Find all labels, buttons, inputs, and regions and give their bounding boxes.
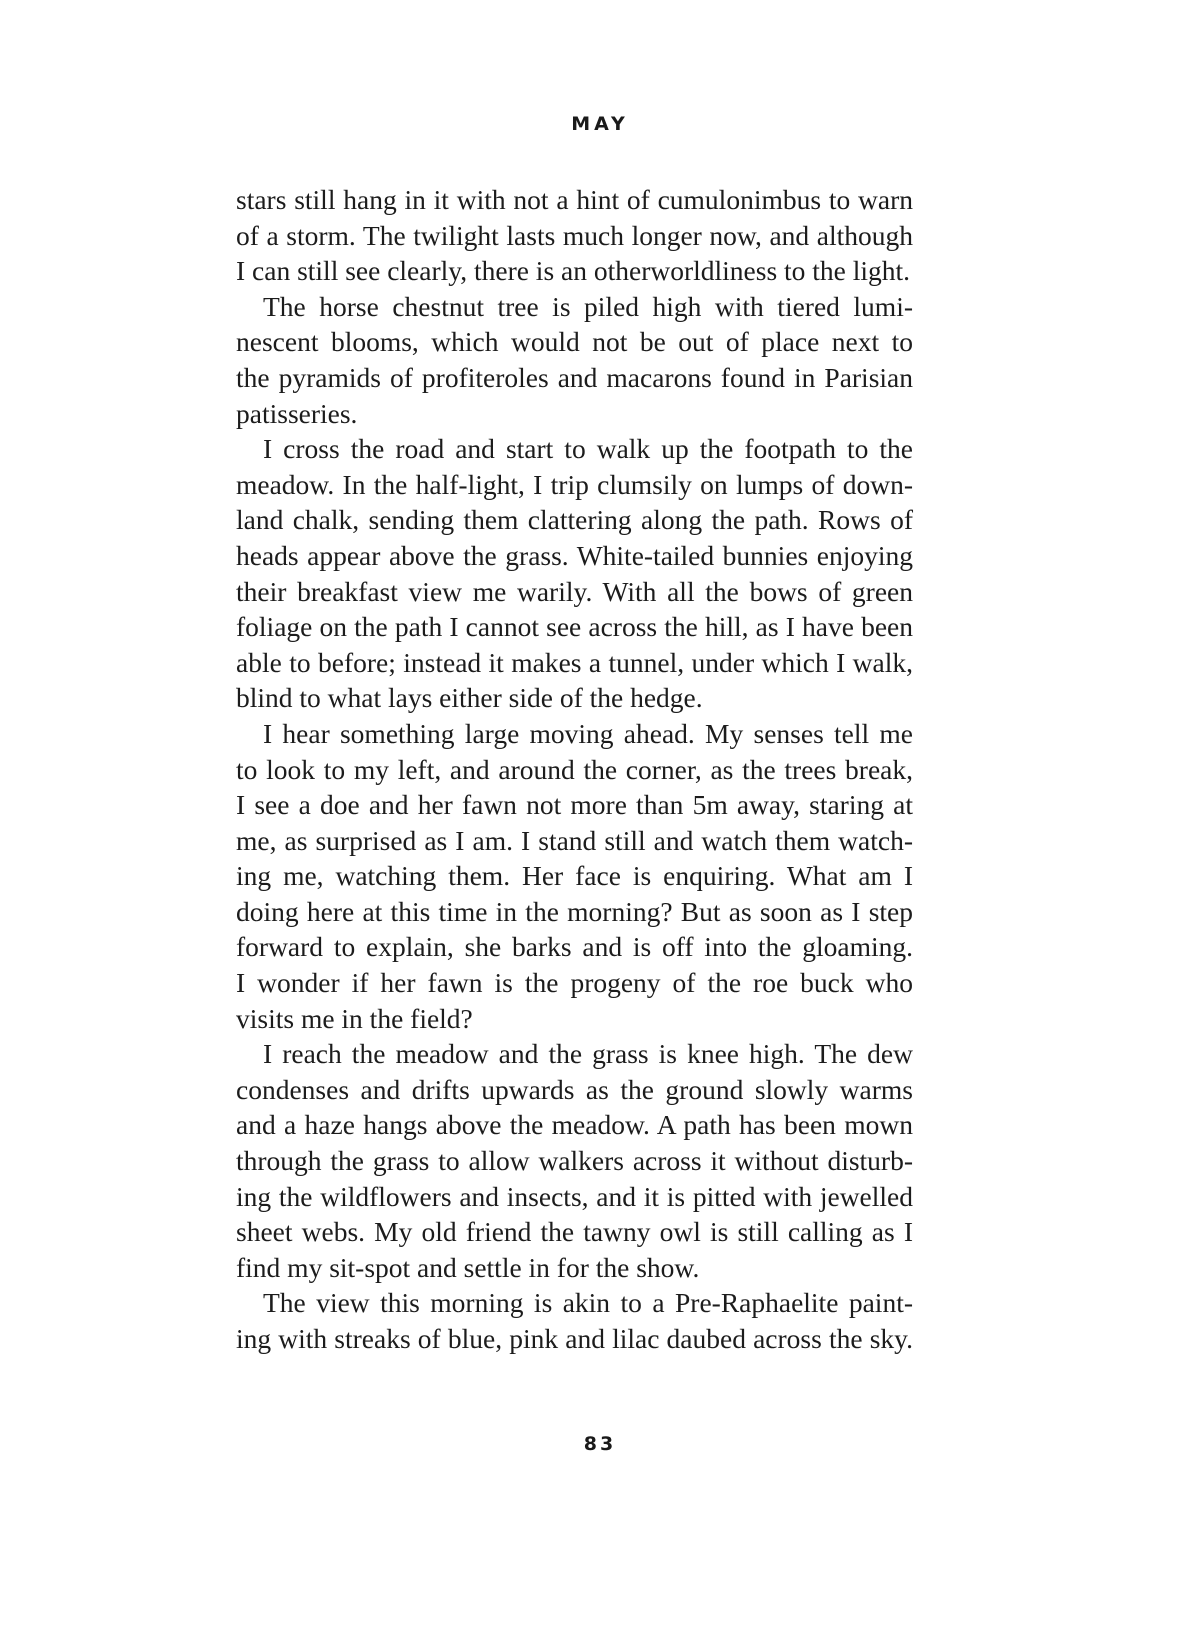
paragraph <box>236 1285 913 1356</box>
text-line: patisseries. <box>236 397 358 429</box>
text-line: I wonder if her fawn is the progeny of the roe buck who <box>236 967 913 999</box>
text-line: I see a doe and her fawn not more than 5m away, staring at <box>236 789 913 821</box>
paragraph <box>236 182 913 289</box>
text-line: their breakfast view me warily. With all the bows of green <box>236 575 913 607</box>
page-number: 83 <box>583 1433 617 1455</box>
text-line: through the grass to allow walkers across it without disturb- <box>236 1145 913 1177</box>
text-line: ing the wildflowers and insects, and it is pitted with jewelled <box>236 1180 913 1212</box>
paragraph <box>236 431 913 716</box>
text-line: nescent blooms, which would not be out of place next to <box>236 326 913 358</box>
text-line: visits me in the field? <box>236 1002 473 1034</box>
text-line: ing me, watching them. Her face is enquiring. What am I <box>236 860 913 892</box>
text-line: doing here at this time in the morning? But as soon as I step <box>236 895 913 927</box>
text-line: to look to my left, and around the corner, as the trees break, <box>236 753 913 785</box>
text-line: able to before; instead it makes a tunnel, under which I walk, <box>236 646 913 678</box>
text-line: I can still see clearly, there is an otherworldliness to the light. <box>236 255 911 287</box>
body-text <box>236 182 913 1357</box>
text-line: land chalk, sending them clattering along the path. Rows of <box>236 504 913 536</box>
text-line: find my sit-spot and settle in for the show. <box>236 1251 700 1283</box>
text-line: foliage on the path I cannot see across the hill, as I have been <box>236 611 913 643</box>
text-line: The view this morning is akin to a Pre-Raphaelite paint- <box>263 1287 913 1319</box>
text-line: The horse chestnut tree is piled high with tiered lumi- <box>263 290 913 322</box>
text-line: stars still hang in it with not a hint of cumulonimbus to warn <box>236 184 913 215</box>
text-line: sheet webs. My old friend the tawny owl is still calling as I <box>236 1216 913 1248</box>
text-line: forward to explain, she barks and is off into the gloaming. <box>236 931 913 963</box>
text-line: heads appear above the grass. White-tailed bunnies enjoying <box>236 539 913 571</box>
text-line: of a storm. The twilight lasts much longer now, and although <box>236 219 913 251</box>
paragraph <box>236 716 913 1036</box>
text-line: and a haze hangs above the meadow. A path has been mown <box>236 1109 913 1141</box>
text-line: ing with streaks of blue, pink and lilac daubed across the sky. <box>236 1323 913 1354</box>
text-line: me, as surprised as I am. I stand still and watch them watch- <box>236 824 913 856</box>
running-head: MAY <box>571 113 629 135</box>
text-line: condenses and drifts upwards as the ground slowly warms <box>236 1073 913 1105</box>
paragraph <box>236 1036 913 1285</box>
text-line: I cross the road and start to walk up the footpath to the <box>263 433 913 465</box>
paragraph <box>236 289 913 431</box>
text-line: I hear something large moving ahead. My senses tell me <box>263 717 913 749</box>
text-line: I reach the meadow and the grass is knee high. The dew <box>263 1038 913 1070</box>
text-line: blind to what lays either side of the hedge. <box>236 682 703 714</box>
text-line: the pyramids of profiteroles and macarons found in Parisian <box>236 361 913 393</box>
text-line: meadow. In the half-light, I trip clumsily on lumps of down- <box>236 468 913 500</box>
